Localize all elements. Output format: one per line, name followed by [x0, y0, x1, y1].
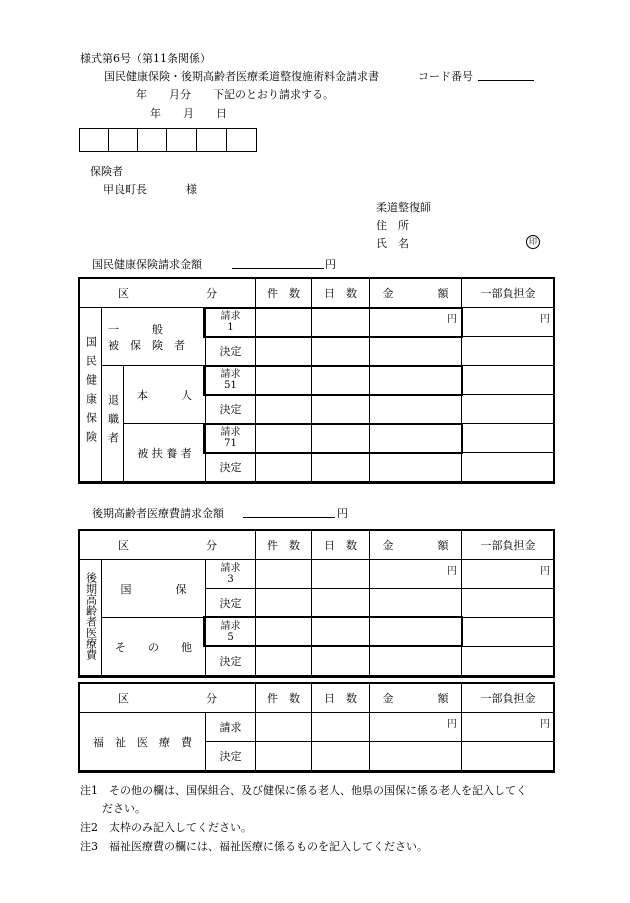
fukushi-claim-amount[interactable]: 円: [370, 713, 462, 742]
claim-3-cell: 請求 3: [206, 560, 256, 589]
fukushi-header-copay: 一部負担金: [462, 684, 555, 713]
koki-kokuho-claim-amount[interactable]: 円: [370, 560, 462, 589]
insurer-label: 保険者: [90, 165, 123, 178]
dependent-claim-days[interactable]: [312, 424, 370, 453]
general-claim-copay[interactable]: 円: [462, 308, 555, 337]
code-box-2[interactable]: [108, 128, 138, 152]
koki-other-decision-count[interactable]: [256, 647, 312, 676]
general-claim-amount[interactable]: 円: [370, 308, 462, 337]
dependent-decision-days[interactable]: [312, 453, 370, 482]
header-amount: 金 額: [370, 279, 462, 308]
koki-other-decision-copay[interactable]: [462, 647, 555, 676]
general-claim-count[interactable]: [256, 308, 312, 337]
code-box-4[interactable]: [166, 128, 197, 152]
general-insured-label: 一 般 被 保 険 者: [102, 308, 206, 366]
koki-group-label: 後期高齢者医療費: [80, 560, 102, 676]
koki-kokuho-decision-copay[interactable]: [462, 589, 555, 618]
koki-other-claim-days[interactable]: [312, 618, 370, 647]
retired-label: 退職者: [102, 366, 124, 482]
koki-header-count: 件 数: [256, 531, 312, 560]
principal-claim-days[interactable]: [312, 366, 370, 395]
claim-5-cell: 請求 5: [206, 618, 256, 647]
insurer-name: 甲良町長: [103, 183, 147, 196]
fukushi-claim-label: 請求: [206, 713, 256, 742]
koki-kokuho-decision-amount[interactable]: [370, 589, 462, 618]
koki-other-claim-count[interactable]: [256, 618, 312, 647]
claim-51-cell: 請求 51: [206, 366, 256, 395]
dependent-decision-count[interactable]: [256, 453, 312, 482]
practitioner-role: 柔道整復師: [376, 201, 431, 214]
fukushi-decision-days[interactable]: [312, 742, 370, 771]
fukushi-decision-label: 決定: [206, 742, 256, 771]
koki-table: [79, 530, 555, 676]
principal-claim-count[interactable]: [256, 366, 312, 395]
kokuho-amount-yen: 円: [325, 258, 336, 271]
dependent-claim-copay[interactable]: [462, 424, 555, 453]
code-input-line[interactable]: [478, 80, 534, 81]
principal-decision-count[interactable]: [256, 395, 312, 424]
dependent-decision-label: 決定: [206, 453, 256, 482]
koki-other-claim-copay[interactable]: [462, 618, 555, 647]
header-category: 区 分: [80, 279, 256, 308]
general-decision-count[interactable]: [256, 337, 312, 366]
code-box-1[interactable]: [79, 128, 109, 152]
seal-mark: 印: [526, 234, 540, 249]
koki-kokuho-claim-copay[interactable]: 円: [462, 560, 555, 589]
principal-label: 本 人: [124, 366, 206, 424]
form-title: 国民健康保険・後期高齢者医療柔道整復施術料金請求書: [104, 70, 379, 83]
dependent-decision-amount[interactable]: [370, 453, 462, 482]
koki-kokuho-decision-count[interactable]: [256, 589, 312, 618]
kokuho-group-label: 国民健康保険: [80, 308, 102, 482]
koki-amount-yen: 円: [337, 507, 348, 520]
koki-amount-line[interactable]: [243, 517, 335, 518]
koki-header-amount: 金 額: [370, 531, 462, 560]
note-3: 注3 福祉医療費の欄には、福祉医療に係るものを記入してください。: [80, 840, 428, 853]
principal-decision-amount[interactable]: [370, 395, 462, 424]
koki-other-decision-label: 決定: [206, 647, 256, 676]
koki-header-category: 区 分: [80, 531, 256, 560]
koki-other-label: そ の 他: [102, 618, 206, 676]
koki-amount-label: 後期高齢者医療費請求金額: [92, 507, 224, 520]
fukushi-table: [79, 683, 555, 771]
code-box-3[interactable]: [137, 128, 167, 152]
koki-other-claim-amount[interactable]: [370, 618, 462, 647]
period-text: 年 月分 下記のとおり請求する。: [136, 88, 334, 101]
fukushi-decision-amount[interactable]: [370, 742, 462, 771]
header-count: 件 数: [256, 279, 312, 308]
fukushi-claim-days[interactable]: [312, 713, 370, 742]
fukushi-header-count: 件 数: [256, 684, 312, 713]
koki-header-days: 日 数: [312, 531, 370, 560]
kokuho-table: [79, 278, 555, 482]
dependent-label: 被 扶 養 者: [124, 424, 206, 482]
general-decision-copay[interactable]: [462, 337, 555, 366]
koki-other-decision-amount[interactable]: [370, 647, 462, 676]
fukushi-label: 福 祉 医 療 費: [80, 713, 206, 771]
fukushi-claim-copay[interactable]: 円: [462, 713, 555, 742]
general-decision-days[interactable]: [312, 337, 370, 366]
dependent-decision-copay[interactable]: [462, 453, 555, 482]
fukushi-header-amount: 金 額: [370, 684, 462, 713]
koki-header-copay: 一部負担金: [462, 531, 555, 560]
principal-claim-copay[interactable]: [462, 366, 555, 395]
fukushi-decision-copay[interactable]: [462, 742, 555, 771]
header-days: 日 数: [312, 279, 370, 308]
note-2: 注2 太枠のみ記入してください。: [80, 821, 252, 834]
koki-other-decision-days[interactable]: [312, 647, 370, 676]
principal-claim-amount[interactable]: [370, 366, 462, 395]
date-text: 年 月 日: [150, 107, 227, 120]
name-label: 氏 名: [376, 237, 409, 250]
code-box-5[interactable]: [196, 128, 227, 152]
general-decision-amount[interactable]: [370, 337, 462, 366]
kokuho-amount-line[interactable]: [232, 268, 324, 269]
claim-71-cell: 請求 71: [206, 424, 256, 453]
note-1: 注1 その他の欄は、国保組合、及び健保に係る老人、他県の国保に係る老人を記入してく: [80, 784, 527, 797]
principal-decision-copay[interactable]: [462, 395, 555, 424]
principal-decision-label: 決定: [206, 395, 256, 424]
code-label: コード番号: [418, 70, 473, 83]
note-1-cont: ださい。: [80, 802, 146, 815]
claim-1-cell: 請求 1: [206, 308, 256, 337]
koki-kokuho-claim-count[interactable]: [256, 560, 312, 589]
dependent-claim-amount[interactable]: [370, 424, 462, 453]
fukushi-claim-count[interactable]: [256, 713, 312, 742]
general-decision-label: 決定: [206, 337, 256, 366]
address-label: 住 所: [376, 219, 409, 232]
principal-decision-days[interactable]: [312, 395, 370, 424]
form-number: 様式第6号（第11条関係）: [80, 52, 211, 65]
fukushi-decision-count[interactable]: [256, 742, 312, 771]
header-copay: 一部負担金: [462, 279, 555, 308]
koki-kokuho-label: 国 保: [102, 560, 206, 618]
fukushi-header-days: 日 数: [312, 684, 370, 713]
koki-kokuho-decision-label: 決定: [206, 589, 256, 618]
koki-kokuho-claim-days[interactable]: [312, 560, 370, 589]
dependent-claim-count[interactable]: [256, 424, 312, 453]
fukushi-header-category: 区 分: [80, 684, 256, 713]
kokuho-amount-label: 国民健康保険請求金額: [92, 258, 202, 271]
general-claim-days[interactable]: [312, 308, 370, 337]
code-box-6[interactable]: [226, 128, 257, 152]
honorific: 様: [186, 183, 197, 196]
koki-kokuho-decision-days[interactable]: [312, 589, 370, 618]
